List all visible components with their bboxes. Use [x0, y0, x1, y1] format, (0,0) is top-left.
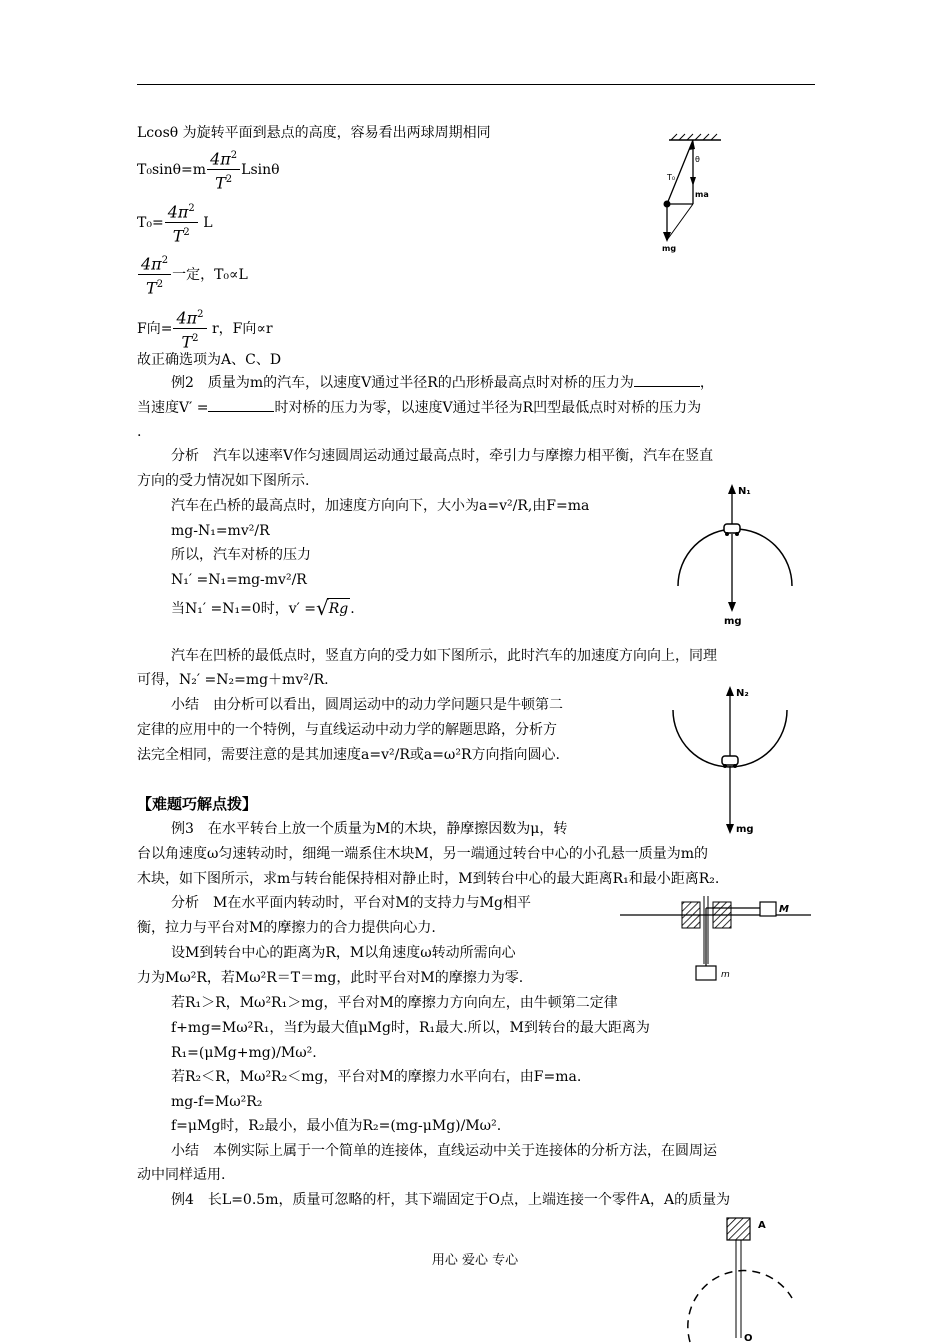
text-line: R₁=(μMg+mg)/Mω². [171, 1045, 317, 1061]
mg-label: mg [736, 824, 754, 835]
turntable-figure [618, 890, 813, 985]
equation-text: r，F向∝r [207, 320, 273, 337]
equation-line [137, 199, 213, 247]
ma-label: ma [695, 190, 709, 199]
text-line: 分析 汽车以速率V作匀速圆周运动通过最高点时，牵引力与摩擦力相平衡，汽车在竖直 [171, 448, 714, 464]
text-segment: ， [699, 375, 714, 391]
fraction [173, 305, 206, 353]
fraction-numerator: 4π [210, 149, 231, 169]
pendulum-force-figure [655, 130, 735, 255]
fraction [207, 146, 240, 194]
text-line: 汽车在凸桥的最高点时，加速度方向向下，大小为a=v²/R,由F=ma [171, 498, 590, 514]
fraction-numerator: 4π [141, 254, 162, 274]
equation-text: Lsinθ [241, 161, 280, 178]
rod-figure [680, 1210, 810, 1344]
fraction-numerator: 4π [176, 308, 198, 328]
text-line [137, 397, 701, 418]
text-line: f=μMg时，R₂最小，最小值为R₂=(mg-μMg)/Mω². [171, 1118, 502, 1134]
text-line: Lcosθ 为旋转平面到悬点的高度，容易看出两球周期相同 [137, 125, 491, 141]
text-line: 若R₁＞R，Mω²R₁＞mg，平台对M的摩擦力方向向左，由牛顿第二定律 [171, 995, 618, 1011]
text-line: f+mg=Mω²R₁，当f为最大值μMg时，R₁最大.所以，M到转台的最大距离为 [171, 1020, 650, 1036]
n2-label: N₂ [736, 688, 749, 699]
text-line: 衡，拉力与平台对M的摩擦力的合力提供向心力. [137, 920, 436, 936]
text-line: 设M到转台中心的距离为R，M以角速度ω转动所需向心 [171, 945, 516, 961]
small-m-label: m [721, 970, 730, 980]
fraction-den-sup: 2 [225, 174, 233, 186]
fraction-denominator: T [181, 332, 193, 352]
t0-label: T₀ [667, 173, 676, 182]
answer-blank[interactable] [634, 372, 700, 387]
text-line: 若R₂＜R，Mω²R₂＜mg，平台对M的摩擦力水平向右，由F=ma. [171, 1069, 582, 1085]
equation-text: T₀= [137, 214, 164, 231]
text-line: 方向的受力情况如下图所示. [137, 473, 310, 489]
text-line: N₁′ =N₁=mg-mv²/R [171, 572, 307, 588]
equation-text: 一定，T₀∝L [172, 266, 248, 283]
fraction-num-sup: 2 [188, 203, 195, 214]
text-line [137, 598, 355, 619]
text-line: . [137, 424, 142, 440]
text-line: 定律的应用中的一个特例，与直线运动中动力学的解题思路，分析方 [137, 722, 557, 738]
fraction-numerator: 4π [167, 202, 189, 222]
big-m-label: M [779, 904, 789, 915]
text-segment: . [350, 601, 355, 617]
text-line: 小结 由分析可以看出，圆周运动中的动力学问题只是牛顿第二 [171, 697, 563, 713]
text-segment: 当N₁′ =N₁=0时，v′ = [171, 601, 316, 617]
mg-label: mg [724, 616, 742, 627]
n1-label: N₁ [738, 486, 751, 497]
sqrt-content: Rg [327, 598, 351, 619]
concave-bridge-figure [668, 680, 798, 840]
fraction-num-sup: 2 [230, 150, 238, 161]
section-heading: 【难题巧解点拨】 [137, 795, 258, 813]
equation-line [137, 305, 273, 353]
text-line: mg-f=Mω²R₂ [171, 1094, 263, 1110]
equation-text: F向= [137, 320, 173, 337]
equation-text: T₀sinθ=m [137, 161, 207, 178]
text-line: 可得，N₂′ =N₂=mg＋mv²/R. [137, 672, 329, 688]
equation-line [137, 146, 280, 194]
fraction-num-sup: 2 [161, 255, 169, 266]
text-line: 法完全相同，需要注意的是其加速度a=v²/R或a=ω²R方向指向圆心. [137, 747, 560, 763]
fraction-den-sup: 2 [183, 227, 190, 239]
text-line [137, 372, 714, 393]
text-line: 例3 在水平转台上放一个质量为M的木块，静摩擦因数为μ，转 [171, 821, 568, 837]
fraction-denominator: T [146, 278, 157, 298]
text-segment: 时对桥的压力为零，以速度V通过半径为R凹型最低点时对桥的压力为 [274, 400, 702, 416]
text-line: 台以角速度ω匀速转动时，细绳一端系住木块M，另一端通过转台中心的小孔悬一质量为m的 [137, 846, 709, 862]
page-footer: 用心 爱心 专心 [431, 1253, 519, 1268]
text-line: 力为Mω²R，若Mω²R＝T＝mg，此时平台对M的摩擦力为零. [137, 970, 524, 986]
text-line: 动中同样适用. [137, 1167, 226, 1183]
fraction-denominator: T [215, 173, 226, 193]
equation-text: L [198, 214, 213, 231]
sqrt-sign: √ [316, 596, 329, 620]
text-line: 小结 本例实际上属于一个简单的连接体，直线运动中关于连接体的分析方法，在圆周运 [171, 1143, 717, 1159]
fraction-den-sup: 2 [192, 333, 199, 345]
text-line: 木块，如下图所示，求m与转台能保持相对静止时，M到转台中心的最大距离R₁和最小距离R₂. [137, 871, 720, 887]
text-line: 故正确选项为A、C、D [137, 352, 282, 368]
convex-bridge-figure [670, 478, 800, 628]
theta-label: θ [695, 155, 700, 164]
fraction-den-sup: 2 [156, 279, 164, 291]
text-line: 汽车在凹桥的最低点时，竖直方向的受力如下图所示，此时汽车的加速度方向向上，同理 [171, 648, 717, 664]
a-label: A [758, 1220, 766, 1231]
mg-label: mg [662, 244, 677, 253]
fraction-num-sup: 2 [197, 309, 204, 320]
text-segment: 例2 质量为m的汽车，以速度V通过半径R的凸形桥最高点时对桥的压力为 [171, 375, 634, 391]
fraction [165, 199, 198, 247]
fraction [138, 251, 171, 299]
equation-line [137, 251, 248, 299]
fraction-denominator: T [172, 226, 184, 246]
text-segment: 当速度V′ = [137, 400, 209, 416]
text-line: 所以，汽车对桥的压力 [171, 547, 311, 563]
text-line: 分析 M在水平面内转动时，平台对M的支持力与Mg相平 [171, 895, 531, 911]
answer-blank[interactable] [208, 397, 274, 412]
header-rule [137, 84, 815, 85]
text-line: 例4 长L=0.5m，质量可忽略的杆，其下端固定于O点，上端连接一个零件A，A的质量为 [171, 1192, 731, 1208]
o-label: O [744, 1333, 753, 1344]
text-line: mg-N₁=mv²/R [171, 523, 270, 539]
